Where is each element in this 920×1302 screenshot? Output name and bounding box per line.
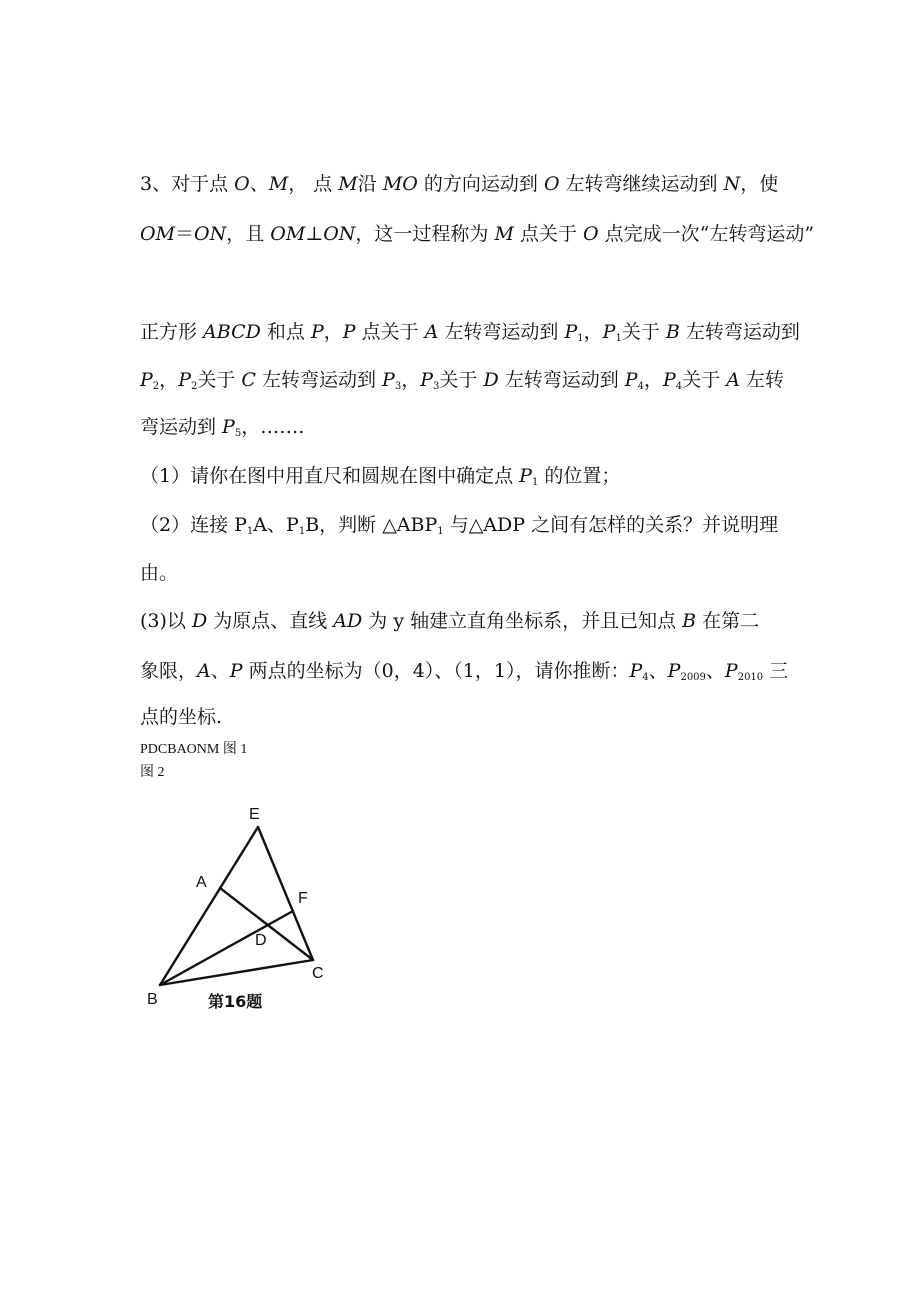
question-2-cont	[140, 561, 178, 585]
question-3-cont	[140, 659, 788, 683]
text: ，且	[226, 223, 271, 245]
text: 为 y 轴建立直角坐标系，并且已知点	[362, 610, 683, 632]
text: 关于	[682, 369, 727, 391]
subscript: 2	[152, 381, 160, 392]
label-a: A	[196, 874, 207, 891]
text: 左转弯运动到	[255, 369, 383, 391]
figure-caption: 第16题	[208, 992, 263, 1011]
text: ，	[401, 369, 421, 391]
subscript: 3	[394, 381, 402, 392]
subscript: 1	[531, 477, 539, 488]
text: 弯运动到	[140, 416, 223, 438]
label-c: C	[312, 965, 324, 982]
segment-ad: AD	[333, 610, 363, 632]
subscript: 2009	[680, 672, 706, 683]
label-f: F	[298, 890, 308, 907]
problem-line-5	[140, 415, 304, 439]
point-p2010: P	[724, 660, 738, 682]
triangle-figure	[130, 795, 350, 1020]
text: 、	[648, 660, 668, 682]
segment-om: OM	[140, 223, 176, 245]
text: 为原点、直线	[207, 610, 334, 632]
point-p2: P	[178, 369, 191, 391]
point-d: D	[483, 369, 499, 391]
point-b: B	[665, 321, 680, 343]
problem-line-3	[140, 320, 800, 344]
text: 由。	[140, 562, 179, 584]
text: ，	[583, 321, 603, 343]
text: 关于	[197, 369, 242, 391]
point-p2009: P	[667, 660, 681, 682]
segment-mo: MO	[382, 173, 418, 195]
point-o: O	[583, 223, 599, 245]
subscript: 1	[577, 333, 584, 344]
text: ，	[643, 369, 663, 391]
question-3-cont-2	[140, 705, 222, 729]
point-a: A	[726, 369, 740, 391]
point-p2: P	[140, 369, 153, 391]
point-p1: P	[519, 465, 532, 487]
label-b: B	[147, 991, 158, 1008]
point-p4: P	[624, 369, 638, 391]
subscript: 3	[433, 381, 440, 392]
point-p: P	[342, 321, 356, 343]
question-3	[140, 609, 759, 633]
point-p3: P	[420, 369, 434, 391]
text: 关于	[439, 369, 484, 391]
text: ，这一过程称为	[355, 223, 495, 245]
text: 左转弯运动到	[679, 321, 800, 343]
text: 正方形	[140, 321, 204, 343]
point-p5: P	[222, 416, 235, 438]
point-o: O	[234, 173, 250, 195]
text: 点关于	[513, 223, 584, 245]
subscript: 5	[234, 428, 242, 439]
text: 在第二	[696, 610, 760, 632]
point-c: C	[241, 369, 256, 391]
subscript: 4	[637, 381, 644, 392]
text: 左转	[739, 369, 784, 391]
text: 左转弯运动到	[498, 369, 625, 391]
text: 的方向运动到	[417, 173, 544, 195]
subscript: 1	[246, 526, 254, 537]
text: 3、对于点	[140, 173, 235, 195]
subscript: 1	[437, 526, 444, 537]
question-1	[140, 464, 620, 488]
point-p1: P	[602, 321, 616, 343]
text: 点的坐标.	[140, 706, 223, 728]
point-o: O	[543, 173, 560, 195]
text: 、	[249, 173, 269, 195]
text: ， 点	[288, 173, 339, 195]
point-a: A	[197, 660, 211, 682]
square-abcd: ABCD	[203, 321, 261, 343]
point-p3: P	[382, 369, 395, 391]
label-e: E	[249, 806, 260, 823]
segment-on: ON	[194, 223, 227, 245]
text: 点完成一次“左转弯运动”	[598, 223, 815, 245]
point-n: N	[723, 173, 741, 195]
segment-on: ON	[323, 223, 356, 245]
point-m: M	[268, 173, 289, 195]
subscript: 1	[615, 333, 622, 344]
point-b: B	[682, 610, 697, 632]
text: 点关于	[355, 321, 425, 343]
text: （1）请你在图中用直尺和圆规在图中确定点	[140, 465, 520, 487]
text: B，判断 △ABP	[305, 514, 438, 536]
problem-line-4	[140, 368, 784, 392]
text: 的位置；	[538, 465, 621, 487]
text: 沿	[357, 173, 383, 195]
point-d: D	[191, 610, 208, 632]
text: 与△ADP 之间有怎样的关系？并说明理	[443, 514, 779, 536]
subscript: 4	[675, 381, 683, 392]
question-2	[140, 513, 778, 537]
text: 和点	[260, 321, 311, 343]
subscript: 4	[642, 672, 649, 683]
text: 象限，	[140, 660, 198, 682]
point-m: M	[494, 223, 514, 245]
point-p1: P	[564, 321, 578, 343]
point-p: P	[229, 660, 243, 682]
text: (3)以	[140, 610, 192, 632]
problem-line-1	[140, 172, 778, 196]
text: A、P	[253, 514, 299, 536]
figure-2-caption: 图 2	[140, 765, 165, 780]
text: 左转弯运动到	[438, 321, 565, 343]
text: （2）连接 P	[140, 514, 247, 536]
text: ，使	[740, 173, 779, 195]
subscript: 2010	[737, 672, 764, 683]
text: ，	[323, 321, 343, 343]
point-p: P	[310, 321, 324, 343]
text: 关于	[621, 321, 666, 343]
point-p4: P	[662, 369, 676, 391]
point-p4: P	[629, 660, 643, 682]
text: 左转弯继续运动到	[559, 173, 724, 195]
text: 、	[210, 660, 230, 682]
problem-line-2	[140, 222, 814, 246]
figure-1-caption: PDCBAONM 图 1	[140, 742, 248, 757]
text: ＝	[175, 223, 195, 245]
subscript: 1	[298, 526, 306, 537]
point-m: M	[338, 173, 358, 195]
label-d: D	[255, 932, 267, 949]
text: ⊥	[305, 223, 324, 245]
text: 三	[763, 660, 789, 682]
segment-om: OM	[270, 223, 306, 245]
subscript: 2	[190, 381, 198, 392]
text: 、	[705, 660, 725, 682]
text: ，…….	[241, 416, 305, 438]
text: 两点的坐标为（0，4）、（1，1），请你推断：	[242, 660, 630, 682]
text: ，	[159, 369, 179, 391]
point-a: A	[424, 321, 439, 343]
